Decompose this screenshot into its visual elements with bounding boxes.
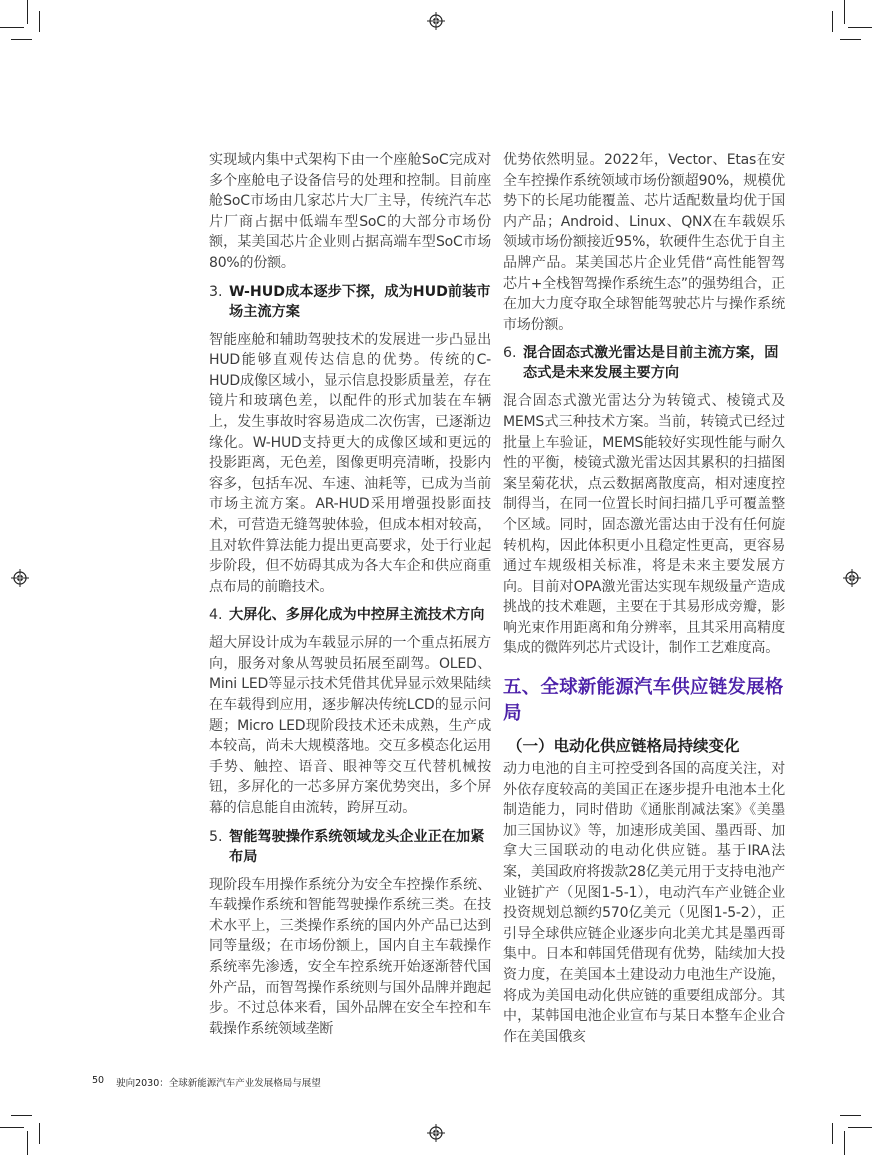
continued-paragraph: 优势依然明显。2022年，Vector、Etas在安全车控操作系统领域市场份额超90%，规模优势下的长尾功能覆盖、芯片适配数量均优于国内产品；Android、Linux、QNX在车载娱乐领域市场份额接近95%，软硬件生态优于自主品牌产品。某美国芯片企业凭借“高性能智驾芯片+全栈智驾操作系统生态”的强势组合，正在加大力度夺取全球智能驾驶芯片与操作系统市场份额。 [503,152,785,333]
crop-mark-top-left-v1 [27,0,28,24]
crop-mark-bottom-right-v1 [844,1131,845,1155]
registration-target-icon [11,569,29,587]
crop-mark-bottom-right-h1 [848,1127,872,1128]
crop-mark-bottom-left-v2 [39,1123,40,1144]
section-number: 4. [209,607,223,624]
subsection-body: 动力电池的自主可控受到各国的高度关注，对外依存度较高的美国正在逐步提升电池本土化制造能力，同时借助《通胀削减法案》《美墨加三国协议》等，加速形成美国、墨西哥、加拿大三国联动的电动化供应链。基于IRA法案，美国政府将拨款28亿美元用于支持电池产业链扩产（见图1-5-1），电动汽车产业链企业投资规划总额约570亿美元（见图1-5-2），正引导全球供应链企业逐步向北美尤其是墨西哥集中。日本和韩国凭借现有优势，陆续加大投资力度，在美国本土建设动力电池生产设施，将成为美国电动化供应链的重要组成部分。其中，某韩国电池企业宣布与某日本整车企业合作在美国俄亥 [503,761,785,1045]
page-number: 50 [92,1075,105,1086]
section-4-body: 超大屏设计成为车载显示屏的一个重点拓展方向，服务对象从驾驶员拓展至副驾。OLED、Mini LED等显示技术凭借其优异显示效果陆续在车载得到应用，逐步解决传统LCD的显示问题；Micro LED现阶段技术还未成熟，生产成本较高，尚未大规模落地。交互多模态化运用手势、触控、语音、眼神等交互代替机械按钮，多屏化的一芯多屏方案优势突出，多个屏幕的信息能自由流转，跨屏互动。 [209,635,491,817]
section-5-heading [209,827,491,867]
registration-target-icon [843,569,861,587]
page-footer [92,1075,321,1089]
section-3-heading [209,282,491,322]
section-title: W-HUD成本逐步下探，成为HUD前装市场主流方案 [229,283,491,320]
section-6-body: 混合固态式激光雷达分为转镜式、棱镜式及MEMS式三种技术方案。当前，转镜式已经过批量上车验证，MEMS能较好实现性能与耐久性的平衡，棱镜式激光雷达因其累积的扫描图案呈菊花状，点云数据离散度高，相对速度控制得当，在同一位置长时间扫描几乎可覆盖整个区域。同时，固态激光雷达由于没有任何旋转机构，因此体积更小且稳定性更高，更容易通过车规级相关标准，将是未来主要发展方向。目前对OPA激光雷达实现车规级量产造成挑战的技术难题，主要在于其易形成旁瓣，影响光束作用距离和角分辨率，且其采用高精度集成的微阵列芯片式设计，制作工艺难度高。 [503,393,785,657]
crop-mark-top-right-v1 [844,0,845,24]
crop-mark-bottom-left-h1 [0,1127,24,1128]
crop-mark-top-left-h1 [0,27,24,28]
crop-mark-top-left-v2 [39,11,40,32]
section-number: 6. [503,345,517,362]
crop-mark-top-right-v2 [832,11,833,32]
section-title: 智能驾驶操作系统领域龙头企业正在加紧布局 [229,828,485,865]
section-5-body: 现阶段车用操作系统分为安全车控操作系统、车载操作系统和智能驾驶操作系统三类。在技术水平上，三类操作系统的国内外产品已达到同等量级；在市场份额上，国内自主车载操作系统率先渗透，安全车控系统开始逐渐替代国外产品，而智驾操作系统则与国外品牌并跑起步。不过总体来看，国外品牌在安全车控和车载操作系统领域垄断 [209,876,491,1037]
section-3-body: 智能座舱和辅助驾驶技术的发展进一步凸显出HUD能够直观传达信息的优势。传统的C-HUD成像区域小，显示信息投影质量差，存在镜片和玻璃色差，以配件的形式加装在车辆上，发生事故时容易造成二次伤害，已逐渐边缘化。W-HUD支持更大的成像区域和更远的投影距离，无色差，图像更明亮清晰，投影内容多，包括车况、车速、油耗等，已成为当前市场主流方案。AR-HUD采用增强投影面技术，可营造无缝驾驶体验，但成本相对较高，且对软件算法能力提出更高要求，处于行业起步阶段，但不妨碍其成为各大车企和供应商重点布局的前瞻技术。 [209,331,491,595]
section-number: 5. [209,828,223,845]
crop-mark-top-right-h1 [848,27,872,28]
crop-mark-top-left-h2 [11,39,32,40]
crop-mark-top-right-h2 [840,39,861,40]
chapter-heading: 五、全球新能源汽车供应链发展格局 [503,677,784,725]
section-title: 大屏化、多屏化成为中控屏主流技术方向 [229,607,485,624]
running-title: 驶向2030：全球新能源汽车产业发展格局与展望 [116,1078,321,1089]
registration-target-icon [427,12,445,30]
intro-paragraph: 实现域内集中式架构下由一个座舱SoC完成对多个座舱电子设备信号的处理和控制。目前座舱SoC市场由几家芯片大厂主导，传统汽车芯片厂商占据中低端车型SoC的大部分市场份额，某美国芯片企业则占据高端车型SoC市场80%的份额。 [209,152,491,271]
crop-mark-bottom-right-v2 [832,1123,833,1144]
left-column [209,150,491,1039]
section-number: 3. [209,283,223,300]
section-title: 混合固态式激光雷达是目前主流方案，固态式是未来发展主要方向 [523,345,779,382]
right-column [503,150,785,1047]
crop-mark-bottom-left-v1 [27,1131,28,1155]
subsection-heading: （一）电动化供应链格局持续变化 [507,737,740,756]
section-6-heading [503,343,785,383]
section-4-heading [209,605,491,625]
crop-mark-bottom-left-h2 [11,1115,32,1116]
registration-target-icon [427,1124,445,1142]
crop-mark-bottom-right-h2 [840,1115,861,1116]
